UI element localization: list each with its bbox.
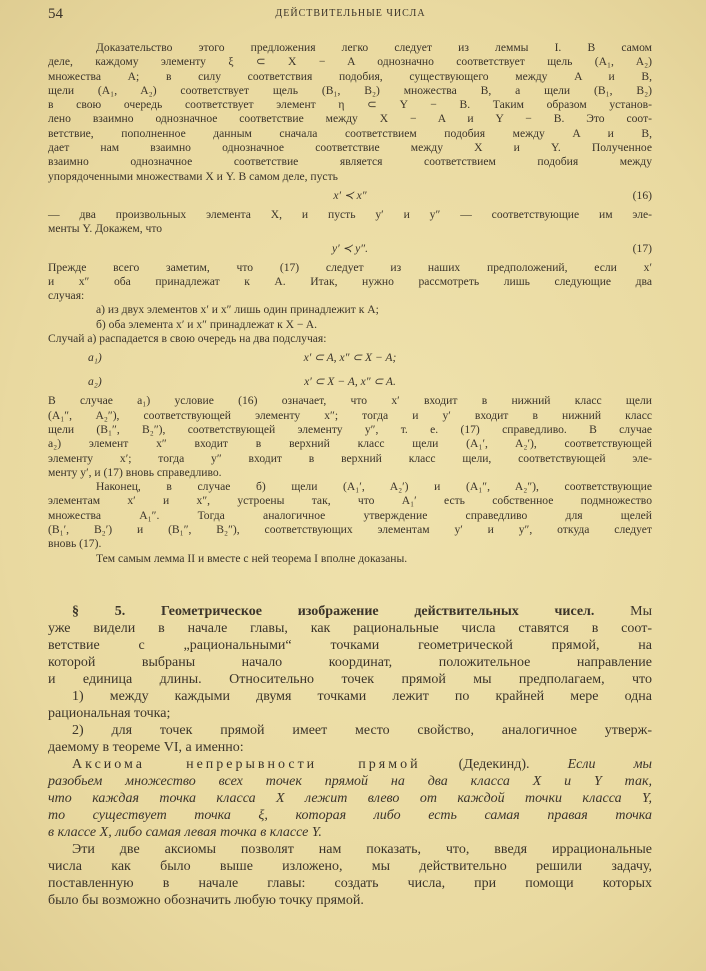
text-line: даемому в теореме VI, а именно: — [48, 740, 244, 755]
case-item: а) из двух элементов x′ и x″ лишь один принадлежит к A; — [96, 303, 379, 317]
section.item2-paragraph — [48, 722, 652, 756]
p6-paragraph — [48, 480, 652, 551]
proof-text — [48, 41, 652, 566]
subcase-row — [48, 370, 652, 394]
text-line: ветствие, пополненное данным сначала соответствием подобия между A и B, — [48, 126, 652, 140]
text-line: Прежде всего заметим, что (17) следует из наших предположений, если x′ — [48, 260, 652, 274]
text-line: в свою очередь соответствует элемент η ⊂ Y − B. Таким образом установ- — [48, 98, 652, 112]
axiom-author: (Дедекинд). — [420, 757, 568, 772]
text-line: что каждая точка класса X лежит влево от каждой точки класса Y, — [48, 791, 652, 806]
section.item1-paragraph — [48, 688, 652, 722]
text-line: лено взаимно однозначное соответствие между X − A и Y − B. Это соот- — [48, 112, 652, 126]
text-line: которой выбраны начало координат, положительное направление — [48, 655, 652, 670]
axiom-line — [48, 756, 652, 773]
text-line: ветствие с „рациональными“ точками геометрической прямой, на — [48, 638, 652, 653]
text-line: 2) для точек прямой имеет место свойство, аналогичное утверж- — [72, 723, 652, 738]
text-line: и x″ оба принадлежат к A. Итак, нужно рассмотреть лишь следующие два — [48, 274, 652, 288]
text-line: случая: — [48, 289, 85, 303]
text-line: то существует точка ξ, которая либо есть самая правая точка — [48, 808, 652, 823]
section.axiom_lines-paragraph — [48, 773, 652, 841]
text-line: числа как было выше изложено, мы действительно решили задачу, — [48, 859, 652, 874]
text-line: a₂) элемент x″ входит в верхний класс щели (A₁′, A₂′), соответствующей — [48, 437, 652, 451]
text-line: было бы возможно обозначить любую точку прямой. — [48, 893, 364, 908]
text-line: менты Y. Докажем, что — [48, 222, 163, 236]
text-line: В случае a₁) условие (16) означает, что x′ входит в нижний класс щели — [48, 394, 652, 408]
p4-paragraph — [48, 332, 652, 346]
text-line: Эти две аксиомы позволят нам показать, что, введя иррациональные — [72, 842, 652, 857]
text-line: элементам x′ и x″, устроены так, что A₁′ есть собственное подмножество — [48, 494, 652, 508]
page-header — [48, 6, 653, 22]
formula16 — [48, 184, 652, 208]
case-item: б) оба элемента x′ и x″ принадлежат к X − A. — [96, 317, 317, 331]
text-line: множества A; в силу соответствия подобия, существующего между A и B, — [48, 69, 652, 83]
page-number: 54 — [48, 6, 63, 22]
p5-paragraph — [48, 394, 652, 480]
text-line: Случай а) распадается в свою очередь на два подслучая: — [48, 332, 327, 346]
text-line: и единица длины. Относительно точек прямой мы предполагаем, что — [48, 672, 652, 687]
text-line: деле, каждому элементу ξ ⊂ X − A однозначно соответствует щель (A₁, A₂) — [48, 55, 652, 69]
text-line: поставленную в начале главы: создать числа, при помощи которых — [48, 876, 652, 891]
subcase-formula: x′ ⊂ X − A, x″ ⊂ A. — [304, 375, 396, 389]
subcase-label: a₁) — [88, 351, 102, 365]
section-heading: § 5. Геометрическое изображение действительных чисел. — [72, 604, 595, 619]
text-line: (A₁″, A₂″), соответствующей элементу x″; тогда и y′ входит в нижний класс — [48, 408, 652, 422]
subcase-formula: x′ ⊂ A, x″ ⊂ X − A; — [303, 351, 397, 365]
text-line: Наконец, в случае б) щели (A₁′, A₂′) и (A₁″, A₂″), соответствующие — [96, 480, 652, 494]
text-line: взаимно однозначное соответствие является соответствием подобия между — [48, 155, 652, 169]
case-list — [48, 303, 652, 332]
text-fragment: Мы — [594, 604, 653, 619]
p3-paragraph — [48, 261, 652, 304]
text-line: — два произвольных элемента X, и пусть y′ и y″ — соответствующие им эле- — [48, 207, 652, 221]
section-heading-line — [48, 603, 652, 620]
formula17 — [48, 237, 652, 261]
p2-paragraph — [48, 208, 652, 237]
equation-number: (16) — [632, 188, 652, 202]
text-line: разобьем множество всех точек прямой на два класса X и Y так, — [48, 774, 652, 789]
text-line: уже видели в начале главы, как рациональные числа ставятся в соот- — [48, 621, 652, 636]
text-line: рациональная точка; — [48, 706, 171, 721]
text-line: элементу x′; тогда y″ входит в верхний класс щели, соответствующей эле- — [48, 451, 652, 465]
text-line: вновь (17). — [48, 537, 102, 551]
p1-paragraph — [48, 41, 652, 184]
text-line: щели (A₁, A₂) соответствует щель (B₁, B₂) множества B, а щели (B₁, B₂) — [48, 83, 652, 97]
formula-expression: y′ ≺ y″. — [331, 241, 369, 255]
section.lines-paragraph — [48, 620, 652, 688]
text-line: множества A₁″. Тогда аналогичное утверждение справедливо для щелей — [48, 508, 652, 522]
subcase-row — [48, 346, 652, 370]
equation-number: (17) — [632, 241, 652, 255]
formula-expression: x′ ≺ x″ — [333, 188, 367, 202]
text-line: менту y′, и (17) вновь справедливо. — [48, 465, 222, 479]
axiom-text: Если мы — [567, 757, 652, 772]
text-line: в классе X, либо самая левая точка в классе Y. — [48, 825, 322, 840]
p7-paragraph — [48, 552, 652, 566]
text-line: щели (B₁″, B₂″), соответствующей элементу y″, т. е. (17) справедливо. В случае — [48, 422, 652, 436]
text-line: 1) между каждыми двумя точками лежит по крайней мере одна — [72, 689, 652, 704]
section.closing-paragraph — [48, 841, 652, 909]
text-line: дает нам взаимно однозначное соответствие между X и Y. Полученное — [48, 141, 652, 155]
axiom-name: Аксиома непрерывности прямой — [72, 757, 421, 772]
text-line: Доказательство этого предложения легко следует из леммы I. В самом — [96, 41, 652, 54]
text-line: (B₁′, B₂′) и (B₁″, B₂″), соответствующих элементам y′ и y″, откуда следует — [48, 523, 652, 537]
text-line: упорядоченными множествами X и Y. В самом деле, пусть — [48, 169, 338, 183]
subcase-label: a₂) — [88, 375, 102, 389]
running-title: ДЕЙСТВИТЕЛЬНЫЕ ЧИСЛА — [275, 8, 426, 19]
text-line: Тем самым лемма II и вместе с ней теорема I вполне доказаны. — [96, 551, 408, 565]
section-5-text — [48, 603, 652, 909]
